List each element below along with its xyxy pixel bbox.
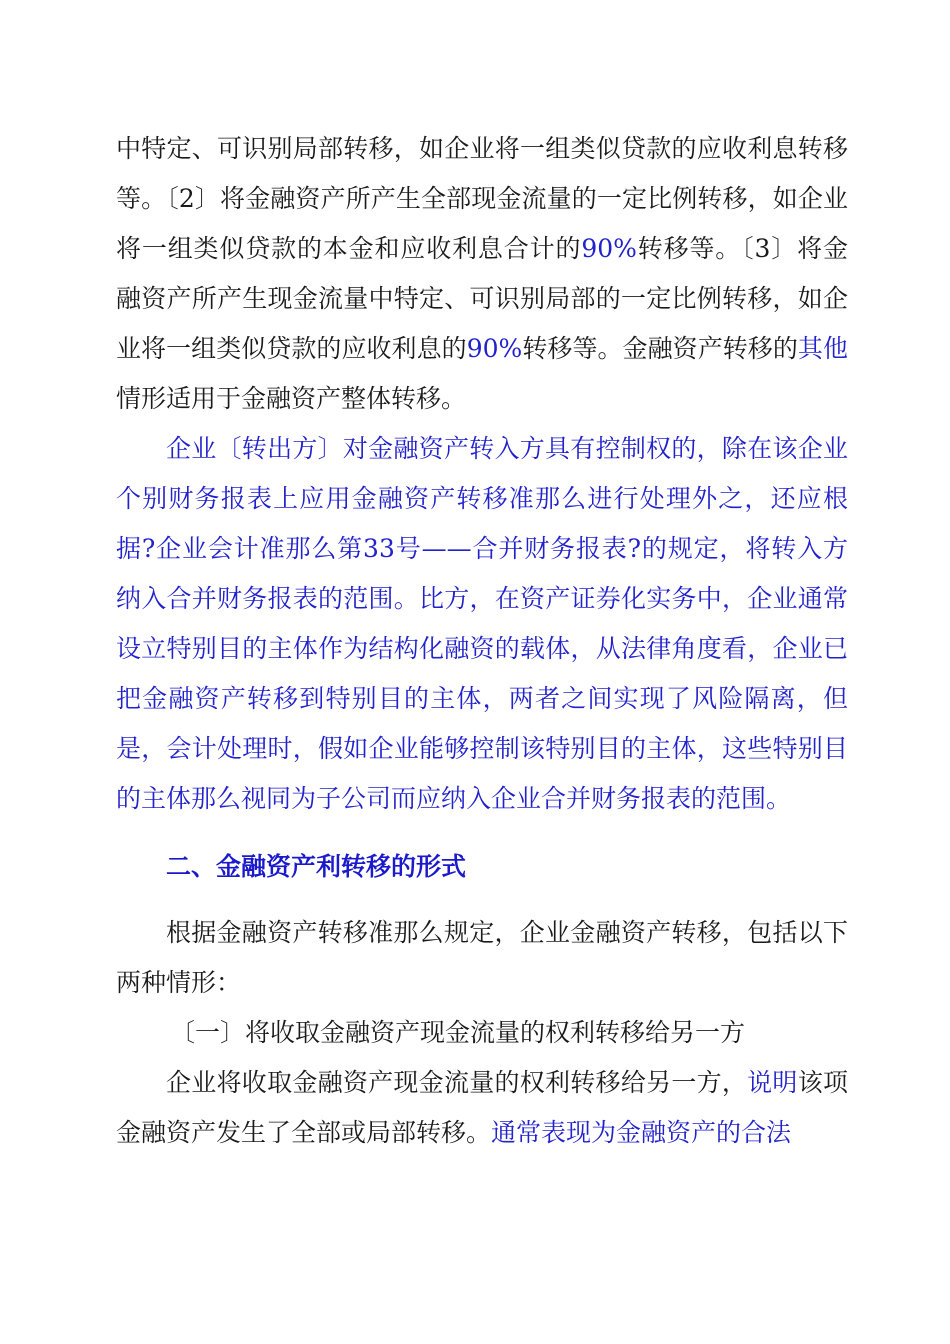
text-segment: 转移等。〔3〕将金融资产所产生现金流量中特定、可识别局部的一定比例转移，如企业将一组类似贷款的应收利息的 <box>116 234 848 363</box>
sub-heading-one: 〔一〕将收取金融资产现金流量的权利转移给另一方 <box>170 1018 746 1047</box>
text-segment: 转移等。金融资产转移的 <box>522 334 798 363</box>
paragraph-two-forms: 根据金融资产转移准那么规定，企业金融资产转移，包括以下两种情形： <box>116 918 848 997</box>
highlight-percent: 90% <box>466 334 523 363</box>
paragraph-rights-transfer <box>116 1058 848 1158</box>
text-segment: 情形适用于金融资产整体转移。 <box>116 384 467 413</box>
highlight-explain: 说明 <box>747 1068 798 1097</box>
section-heading: 二、金融资产利转移的形式 <box>166 852 467 881</box>
text-segment: 企业将收取金融资产现金流量的权利转移给另一方， <box>166 1068 748 1097</box>
text-segment: 该项金融资产发生了全部或局部转移。 <box>116 1068 848 1147</box>
highlight-other: 其他 <box>797 334 848 363</box>
highlight-usually: 通常表现为金融资产的合法 <box>491 1118 792 1147</box>
document-body <box>116 124 848 1158</box>
text-segment: 中特定、可识别局部转移，如企业将一组类似贷款的应收利息转移等。〔2〕将金融资产所产生全部现金流量的一定比例转移，如企业将一组类似贷款的本金和应收利息合计的 <box>116 134 848 263</box>
paragraph-control-rights: 企业〔转出方〕对金融资产转入方具有控制权的，除在该企业个别财务报表上应用金融资产转移准那么进行处理外之，还应根据?企业会计准那么第33号——合并财务报表?的规定，将转入方纳入合并财务报表的范围。比方，在资产证券化实务中，企业通常设立特别目的主体作为结构化融资的载体，从法律角度看，企业已把金融资产转移到特别目的主体，两者之间实现了风险隔离，但是，会计处理时，假如企业能够控制该特别目的主体，这些特别目的主体那么视同为子公司而应纳入企业合并财务报表的范围。 <box>116 434 848 813</box>
highlight-percent: 90% <box>581 234 637 263</box>
paragraph-transfer-cases <box>116 124 848 424</box>
